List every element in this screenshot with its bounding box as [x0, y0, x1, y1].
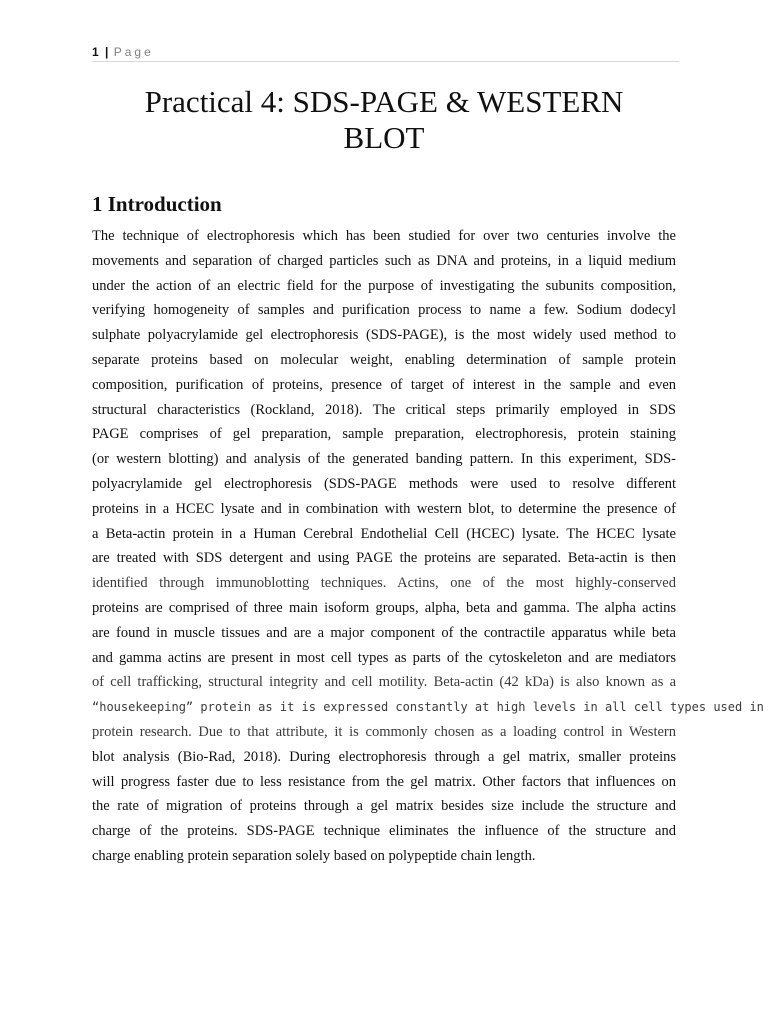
document-title	[92, 84, 676, 156]
page-separator: |	[105, 45, 109, 59]
paragraph-line: are treated with SDS detergent and using PAGE the proteins are separated. Beta-actin is then	[92, 550, 676, 567]
paragraph-line: the rate of migration of proteins through a gel matrix besides size include the structure and	[92, 798, 676, 815]
paragraph-line: polyacrylamide gel electrophoresis (SDS-PAGE methods were used to resolve different	[92, 475, 676, 492]
document-title-line-2: BLOT	[343, 120, 425, 155]
page-label: Page	[113, 45, 154, 59]
paragraph-line: movements and separation of charged particles such as DNA and proteins, in a liquid medium	[92, 252, 676, 269]
paragraph-line: and gamma actins are present in most cell types as parts of the cytoskeleton and are mediators	[92, 649, 676, 666]
paragraph-line: The technique of electrophoresis which has been studied for over two centuries involve the	[92, 228, 676, 244]
paragraph-line: proteins in a HCEC lysate and in combination with western blot, to determine the presence of	[92, 500, 676, 517]
paragraph-line: blot analysis (Bio-Rad, 2018). During electrophoresis through a gel matrix, smaller proteins	[92, 748, 676, 765]
paragraph-line: “housekeeping” protein as it is expressed constantly at high levels in all cell types used in	[92, 700, 764, 715]
page-number: 1	[92, 45, 99, 59]
paragraph-line: of cell trafficking, structural integrity and cell motility. Beta-actin (42 kDa) is also known as a	[92, 674, 676, 691]
document-title-line-1: Practical 4: SDS-PAGE & WESTERN	[144, 84, 624, 119]
paragraph-line: protein research. Due to that attribute, it is commonly chosen as a loading control in Western	[92, 723, 676, 740]
paragraph-line: PAGE comprises of gel preparation, sample preparation, electrophoresis, protein staining	[92, 426, 676, 443]
paragraph-line: sulphate polyacrylamide gel electrophoresis (SDS-PAGE), is the most widely used method to	[92, 327, 676, 344]
paragraph-line: charge of the proteins. SDS-PAGE technique eliminates the influence of the structure and	[92, 823, 676, 840]
paragraph-line: separate proteins based on molecular weight, enabling determination of sample protein	[92, 351, 676, 368]
paragraph-line: proteins are comprised of three main isoform groups, alpha, beta and gamma. The alpha actins	[92, 599, 676, 616]
introduction-paragraph	[92, 224, 764, 869]
paragraph-line: are found in muscle tissues and are a major component of the contractile apparatus while beta	[92, 624, 676, 641]
paragraph-line: a Beta-actin protein in a Human Cerebral Endothelial Cell (HCEC) lysate. The HCEC lysate	[92, 525, 676, 542]
paragraph-line: identified through immunoblotting techniques. Actins, one of the most highly-conserved	[92, 575, 676, 592]
paragraph-line: will progress faster due to less resistance from the gel matrix. Other factors that influences on	[92, 773, 676, 790]
section-heading: 1 Introduction	[92, 192, 222, 216]
paragraph-line: structural characteristics (Rockland, 2018). The critical steps primarily employed in SDS	[92, 401, 676, 418]
paragraph-line: charge enabling protein separation solely based on polypeptide chain length.	[92, 847, 536, 864]
paragraph-line: (or western blotting) and analysis of the generated banding pattern. In this experiment, SDS-	[92, 451, 676, 468]
paragraph-line: verifying homogeneity of samples and purification process to name a few. Sodium dodecyl	[92, 302, 676, 319]
page-header	[92, 43, 679, 62]
paragraph-line: composition, purification of proteins, presence of target of interest in the sample and even	[92, 376, 676, 393]
paragraph-line: under the action of an electric field for the purpose of investigating the subunits composition,	[92, 277, 676, 294]
